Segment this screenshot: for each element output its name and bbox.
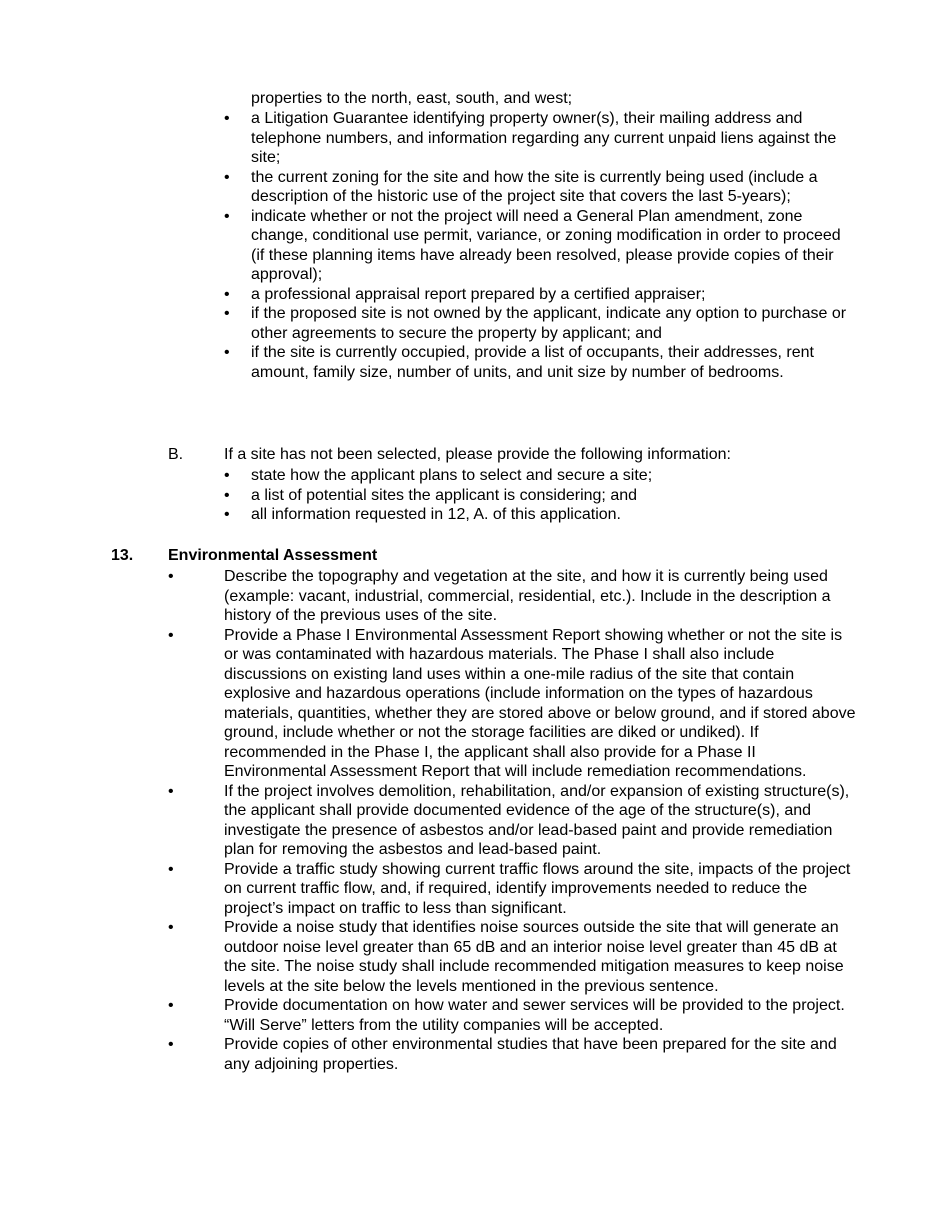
list-item: • Provide documentation on how water and sewer services will be provided to the project. “Will Serve” letters from the utility companies will be accepted. [167,996,857,1035]
site-info-list [224,109,849,382]
section-number: 13. [111,547,134,564]
continuation-text: properties to the north, east, south, and west; [251,90,573,107]
list-item: • a Litigation Guarantee identifying property owner(s), their mailing address and telephone numbers, and information regarding any current unpaid liens against the site; [224,109,849,168]
list-item: • a professional appraisal report prepared by a certified appraiser; [224,285,849,305]
section-title: Environmental Assessment [168,547,378,564]
list-item: • if the proposed site is not owned by the applicant, indicate any option to purchase or other agreements to secure the property by applicant; and [224,304,849,343]
list-item: • Provide copies of other environmental studies that have been prepared for the site and any adjoining properties. [167,1035,857,1074]
item-b-text: If a site has not been selected, please provide the following information: [224,446,731,463]
list-item: • indicate whether or not the project will need a General Plan amendment, zone change, conditional use permit, variance, or zoning modification in order to proceed (if these planning items have already been resolved, please provide copies of their approval); [224,207,849,285]
item-b-list [224,466,849,525]
list-item: • If the project involves demolition, rehabilitation, and/or expansion of existing structure(s), the applicant shall provide documented evidence of the age of the structure(s), and investigate the presence of asbestos and/or lead-based paint and provide remediation plan for removing the asbestos and lead-based paint. [167,782,857,860]
environmental-assessment-list [167,567,857,1074]
list-item: • state how the applicant plans to select and secure a site; [224,466,849,486]
list-item: • Describe the topography and vegetation at the site, and how it is currently being used (example: vacant, industrial, commercial, residential, etc.). Include in the description a history of the previous uses of the site. [167,567,857,626]
list-item: • a list of potential sites the applicant is considering; and [224,486,849,506]
item-b-letter: B. [168,446,184,463]
list-item: • Provide a noise study that identifies noise sources outside the site that will generate an outdoor noise level greater than 65 dB and an interior noise level greater than 45 dB at the site. The noise study shall include recommended mitigation measures to keep noise levels at the site below the levels mentioned in the previous sentence. [167,918,857,996]
list-item: • if the site is currently occupied, provide a list of occupants, their addresses, rent amount, family size, number of units, and unit size by number of bedrooms. [224,343,849,382]
list-item: • all information requested in 12, A. of this application. [224,505,849,525]
list-item: • the current zoning for the site and how the site is currently being used (include a description of the historic use of the project site that covers the last 5-years); [224,168,849,207]
list-item: • Provide a Phase I Environmental Assessment Report showing whether or not the site is or was contaminated with hazardous materials. The Phase I shall also include discussions on existing land uses within a one-mile radius of the site that contain explosive and hazardous operations (include information on the types of hazardous materials, quantities, whether they are stored above or below ground, and if stored above ground, include whether or not the storage facilities are diked or undiked). If recommended in the Phase I, the applicant shall also provide for a Phase II Environmental Assessment Report that will include remediation recommendations. [167,626,857,782]
list-item: • Provide a traffic study showing current traffic flows around the site, impacts of the project on current traffic flow, and, if required, identify improvements needed to reduce the project’s impact on traffic to less than significant. [167,860,857,919]
